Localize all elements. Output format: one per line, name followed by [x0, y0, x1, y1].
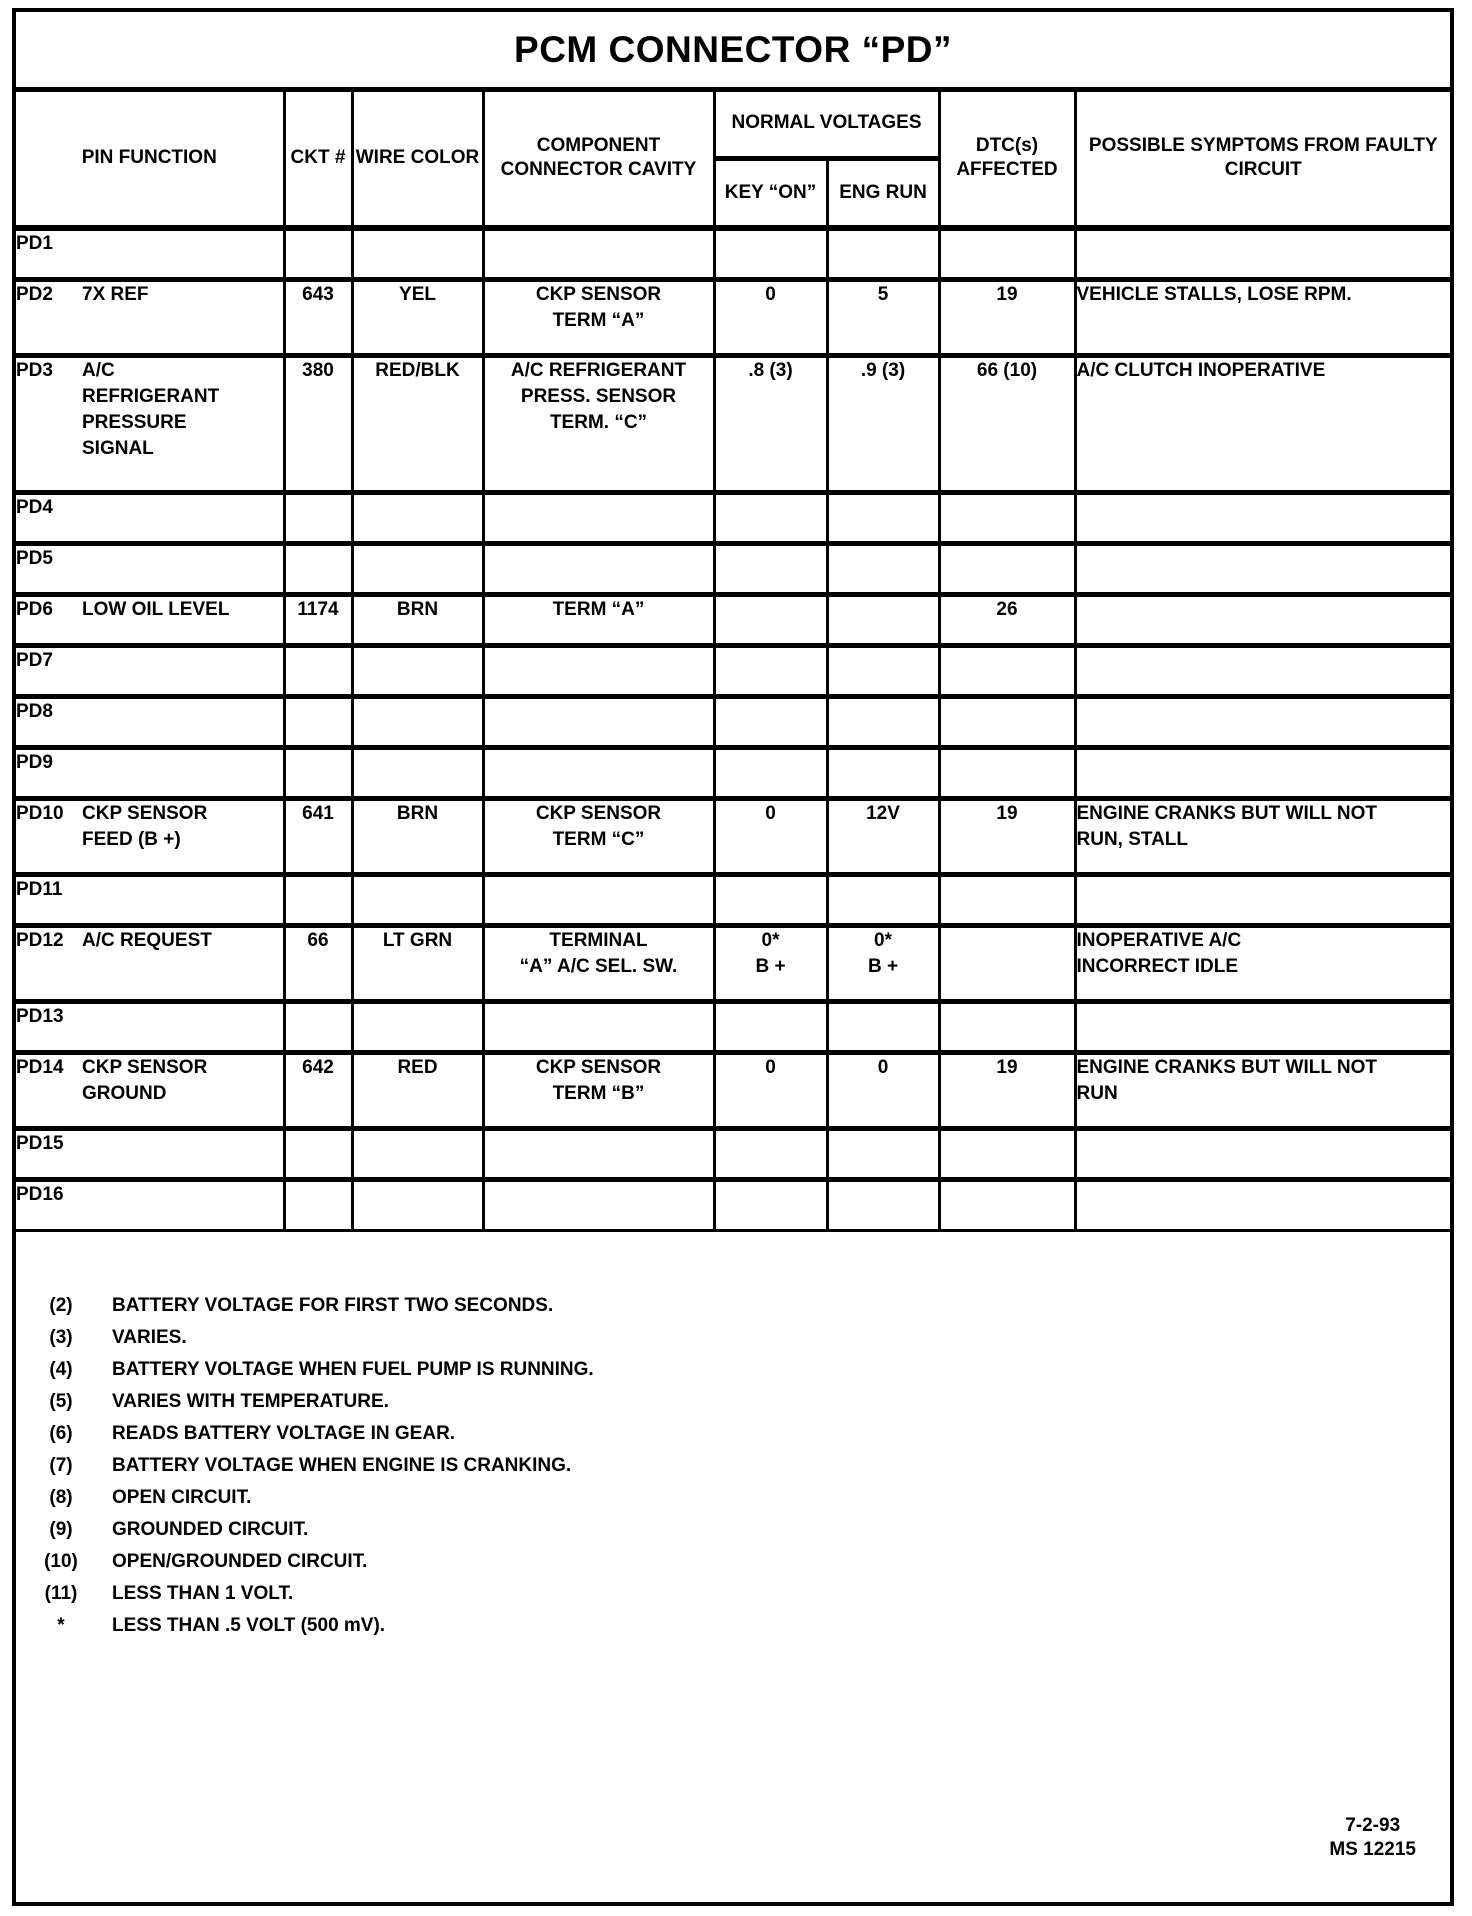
dtc-cell: 19 — [939, 279, 1075, 355]
pin-function-cell — [16, 645, 284, 696]
symptoms-cell — [1075, 594, 1450, 645]
table-row — [16, 594, 1450, 645]
eng-run-cell — [827, 874, 939, 925]
pin-function-cell — [16, 798, 284, 874]
ckt-cell: 641 — [284, 798, 352, 874]
footnote-number: (11) — [44, 1583, 78, 1604]
key-on-cell: 0 — [714, 279, 827, 355]
symptoms-cell — [1075, 696, 1450, 747]
pin-function-cell — [16, 1128, 284, 1179]
eng-run-cell — [827, 543, 939, 594]
footnote-item — [30, 1514, 594, 1546]
pin-function-cell — [16, 543, 284, 594]
symptoms-cell — [1075, 543, 1450, 594]
wire-color-cell: RED — [352, 1052, 483, 1128]
cavity-cell — [483, 747, 714, 798]
dtc-cell: 66 (10) — [939, 355, 1075, 492]
pin-id: PD12 — [16, 929, 64, 951]
header-eng-run: ENG RUN — [827, 158, 939, 228]
footnote-text: GROUNDED CIRCUIT. — [112, 1519, 309, 1540]
pin-id: PD6 — [16, 598, 53, 620]
dtc-cell — [939, 925, 1075, 1001]
eng-run-cell — [827, 492, 939, 543]
pin-id: PD1 — [16, 233, 53, 254]
pin-id: PD3 — [16, 359, 53, 381]
key-on-cell — [714, 1001, 827, 1052]
pin-id: PD15 — [16, 1132, 64, 1154]
footnote-item — [30, 1418, 594, 1450]
wire-color-cell: RED/BLK — [352, 355, 483, 492]
pin-function-cell — [16, 874, 284, 925]
pin-id: PD5 — [16, 547, 53, 569]
footnote-text: VARIES. — [112, 1327, 187, 1348]
footnotes — [30, 1290, 594, 1642]
footnote-number: (9) — [49, 1519, 73, 1540]
footnote-item — [30, 1450, 594, 1482]
footnote-number: (10) — [44, 1551, 78, 1572]
cavity-cell: TERM “A” — [483, 594, 714, 645]
header-symptoms: POSSIBLE SYMPTOMS FROM FAULTY CIRCUIT — [1075, 90, 1450, 228]
pin-table — [16, 90, 1450, 1232]
key-on-cell — [714, 543, 827, 594]
cavity-cell — [483, 1001, 714, 1052]
wire-color-cell: BRN — [352, 594, 483, 645]
ckt-cell — [284, 228, 352, 279]
key-on-cell — [714, 747, 827, 798]
pin-id: PD16 — [16, 1183, 64, 1205]
table-row — [16, 355, 1450, 492]
wire-color-cell — [352, 228, 483, 279]
table-row — [16, 874, 1450, 925]
footnote-number: (2) — [49, 1295, 73, 1316]
footnote-number: (4) — [49, 1359, 73, 1380]
cavity-cell: CKP SENSOR TERM “B” — [483, 1052, 714, 1128]
dtc-cell — [939, 543, 1075, 594]
cavity-cell — [483, 1179, 714, 1230]
wire-color-cell — [352, 874, 483, 925]
pin-id: PD13 — [16, 1005, 64, 1027]
eng-run-cell — [827, 747, 939, 798]
pin-function-cell — [16, 925, 284, 1001]
wire-color-cell — [352, 1001, 483, 1052]
cavity-cell — [483, 1128, 714, 1179]
header-wire-color: WIRE COLOR — [352, 90, 483, 228]
footnote-item — [30, 1290, 594, 1322]
key-on-cell — [714, 594, 827, 645]
pin-function-cell — [16, 696, 284, 747]
symptoms-cell — [1075, 874, 1450, 925]
wire-color-cell — [352, 696, 483, 747]
key-on-cell — [714, 874, 827, 925]
key-on-cell — [714, 228, 827, 279]
symptoms-cell — [1075, 1001, 1450, 1052]
footer-code: MS 12215 — [1329, 1839, 1416, 1860]
eng-run-cell — [827, 594, 939, 645]
dtc-cell — [939, 747, 1075, 798]
footnote-item — [30, 1354, 594, 1386]
ckt-cell — [284, 1128, 352, 1179]
pin-function-cell — [16, 1179, 284, 1230]
document-footer — [1329, 1814, 1416, 1862]
footnote-item — [30, 1322, 594, 1354]
table-row — [16, 543, 1450, 594]
pin-function-text: A/C REQUEST — [82, 929, 212, 951]
pin-function-text: A/C REFRIGERANT PRESSURE SIGNAL — [82, 359, 220, 459]
key-on-cell — [714, 1128, 827, 1179]
footnote-text: LESS THAN .5 VOLT (500 mV). — [112, 1615, 386, 1636]
table-row — [16, 1052, 1450, 1128]
table-body — [16, 228, 1450, 1230]
key-on-cell: 0* B + — [714, 925, 827, 1001]
symptoms-cell — [1075, 747, 1450, 798]
pin-function-text: 7X REF — [82, 283, 149, 305]
dtc-cell: 26 — [939, 594, 1075, 645]
pin-id: PD14 — [16, 1056, 64, 1078]
key-on-cell — [714, 696, 827, 747]
ckt-cell — [284, 492, 352, 543]
pin-function-text: LOW OIL LEVEL — [82, 598, 230, 620]
footnote-number: (7) — [49, 1455, 73, 1476]
footnote-text: BATTERY VOLTAGE FOR FIRST TWO SECONDS. — [112, 1295, 554, 1316]
key-on-cell: .8 (3) — [714, 355, 827, 492]
cavity-cell — [483, 696, 714, 747]
pin-id: PD8 — [16, 700, 53, 722]
eng-run-cell: 12V — [827, 798, 939, 874]
cavity-cell — [483, 874, 714, 925]
wire-color-cell — [352, 747, 483, 798]
pin-id: PD10 — [16, 802, 64, 824]
ckt-cell — [284, 696, 352, 747]
pin-function-cell — [16, 1001, 284, 1052]
dtc-cell — [939, 645, 1075, 696]
pin-function-text: CKP SENSOR GROUND — [82, 1056, 208, 1104]
wire-color-cell: BRN — [352, 798, 483, 874]
footnote-number: (5) — [49, 1391, 73, 1412]
footnote-item — [30, 1610, 594, 1642]
cavity-cell: CKP SENSOR TERM “C” — [483, 798, 714, 874]
symptoms-cell: ENGINE CRANKS BUT WILL NOT RUN — [1075, 1052, 1450, 1128]
footnote-item — [30, 1386, 594, 1418]
pin-function-cell — [16, 747, 284, 798]
footnote-text: LESS THAN 1 VOLT. — [112, 1583, 294, 1604]
dtc-cell: 19 — [939, 1052, 1075, 1128]
symptoms-cell — [1075, 1128, 1450, 1179]
header-normal-voltages: NORMAL VOLTAGES — [714, 90, 939, 158]
footnote-item — [30, 1546, 594, 1578]
symptoms-cell: VEHICLE STALLS, LOSE RPM. — [1075, 279, 1450, 355]
cavity-cell — [483, 543, 714, 594]
cavity-cell: A/C REFRIGERANT PRESS. SENSOR TERM. “C” — [483, 355, 714, 492]
symptoms-cell: A/C CLUTCH INOPERATIVE — [1075, 355, 1450, 492]
footnote-text: OPEN/GROUNDED CIRCUIT. — [112, 1551, 368, 1572]
dtc-cell: 19 — [939, 798, 1075, 874]
pin-function-cell — [16, 279, 284, 355]
eng-run-cell: 0* B + — [827, 925, 939, 1001]
wire-color-cell — [352, 543, 483, 594]
header-component-cavity: COMPONENT CONNECTOR CAVITY — [483, 90, 714, 228]
footnote-text: BATTERY VOLTAGE WHEN FUEL PUMP IS RUNNING. — [112, 1359, 594, 1380]
eng-run-cell: 5 — [827, 279, 939, 355]
key-on-cell: 0 — [714, 798, 827, 874]
header-dtc: DTC(s) AFFECTED — [939, 90, 1075, 228]
key-on-cell — [714, 492, 827, 543]
wire-color-cell: YEL — [352, 279, 483, 355]
ckt-cell: 1174 — [284, 594, 352, 645]
table-row — [16, 228, 1450, 279]
wire-color-cell — [352, 1128, 483, 1179]
wire-color-cell — [352, 492, 483, 543]
pin-function-cell — [16, 228, 284, 279]
pin-function-cell — [16, 594, 284, 645]
wire-color-cell — [352, 645, 483, 696]
ckt-cell — [284, 645, 352, 696]
ckt-cell: 643 — [284, 279, 352, 355]
pin-id: PD4 — [16, 496, 53, 518]
footnote-item — [30, 1578, 594, 1610]
pin-function-cell — [16, 1052, 284, 1128]
table-row — [16, 1001, 1450, 1052]
symptoms-cell: INOPERATIVE A/C INCORRECT IDLE — [1075, 925, 1450, 1001]
table-row — [16, 798, 1450, 874]
eng-run-cell: 0 — [827, 1052, 939, 1128]
ckt-cell — [284, 874, 352, 925]
pin-id: PD9 — [16, 751, 53, 773]
symptoms-cell — [1075, 228, 1450, 279]
pin-id: PD7 — [16, 649, 53, 671]
pin-function-cell — [16, 492, 284, 543]
dtc-cell — [939, 696, 1075, 747]
ckt-cell — [284, 543, 352, 594]
header-key-on: KEY “ON” — [714, 158, 827, 228]
pin-function-cell — [16, 355, 284, 492]
header-pin-function: PIN FUNCTION — [16, 90, 284, 228]
eng-run-cell — [827, 1179, 939, 1230]
wire-color-cell — [352, 1179, 483, 1230]
eng-run-cell — [827, 696, 939, 747]
pin-id: PD2 — [16, 283, 53, 305]
table-row — [16, 279, 1450, 355]
dtc-cell — [939, 492, 1075, 543]
cavity-cell — [483, 645, 714, 696]
eng-run-cell: .9 (3) — [827, 355, 939, 492]
table-row — [16, 747, 1450, 798]
table-row — [16, 645, 1450, 696]
dtc-cell — [939, 1128, 1075, 1179]
table-row — [16, 696, 1450, 747]
ckt-cell: 66 — [284, 925, 352, 1001]
footnote-number: (3) — [49, 1327, 73, 1348]
table-row — [16, 492, 1450, 543]
ckt-cell — [284, 1179, 352, 1230]
footnote-text: OPEN CIRCUIT. — [112, 1487, 252, 1508]
footnote-item — [30, 1482, 594, 1514]
key-on-cell — [714, 645, 827, 696]
ckt-cell: 642 — [284, 1052, 352, 1128]
eng-run-cell — [827, 1001, 939, 1052]
dtc-cell — [939, 1179, 1075, 1230]
header-ckt: CKT # — [284, 90, 352, 228]
ckt-cell — [284, 747, 352, 798]
footnote-text: BATTERY VOLTAGE WHEN ENGINE IS CRANKING. — [112, 1455, 572, 1476]
footnote-text: READS BATTERY VOLTAGE IN GEAR. — [112, 1423, 456, 1444]
table-row — [16, 925, 1450, 1001]
symptoms-cell — [1075, 492, 1450, 543]
symptoms-cell — [1075, 1179, 1450, 1230]
footnote-number: (8) — [49, 1487, 73, 1508]
cavity-cell — [483, 228, 714, 279]
dtc-cell — [939, 228, 1075, 279]
symptoms-cell: ENGINE CRANKS BUT WILL NOT RUN, STALL — [1075, 798, 1450, 874]
footnote-text: VARIES WITH TEMPERATURE. — [112, 1391, 389, 1412]
eng-run-cell — [827, 645, 939, 696]
table-row — [16, 1179, 1450, 1230]
dtc-cell — [939, 874, 1075, 925]
ckt-cell: 380 — [284, 355, 352, 492]
footnote-number: * — [57, 1615, 65, 1636]
dtc-cell — [939, 1001, 1075, 1052]
ckt-cell — [284, 1001, 352, 1052]
cavity-cell — [483, 492, 714, 543]
key-on-cell — [714, 1179, 827, 1230]
document-sheet — [12, 8, 1454, 1906]
cavity-cell: CKP SENSOR TERM “A” — [483, 279, 714, 355]
footnote-number: (6) — [49, 1423, 73, 1444]
cavity-cell: TERMINAL “A” A/C SEL. SW. — [483, 925, 714, 1001]
eng-run-cell — [827, 1128, 939, 1179]
table-row — [16, 1128, 1450, 1179]
page-title: PCM CONNECTOR “PD” — [16, 12, 1450, 92]
symptoms-cell — [1075, 645, 1450, 696]
pin-id: PD11 — [16, 878, 63, 900]
wire-color-cell: LT GRN — [352, 925, 483, 1001]
pin-function-text: CKP SENSOR FEED (B +) — [82, 802, 208, 850]
footer-date: 7-2-93 — [1345, 1815, 1401, 1836]
key-on-cell: 0 — [714, 1052, 827, 1128]
eng-run-cell — [827, 228, 939, 279]
